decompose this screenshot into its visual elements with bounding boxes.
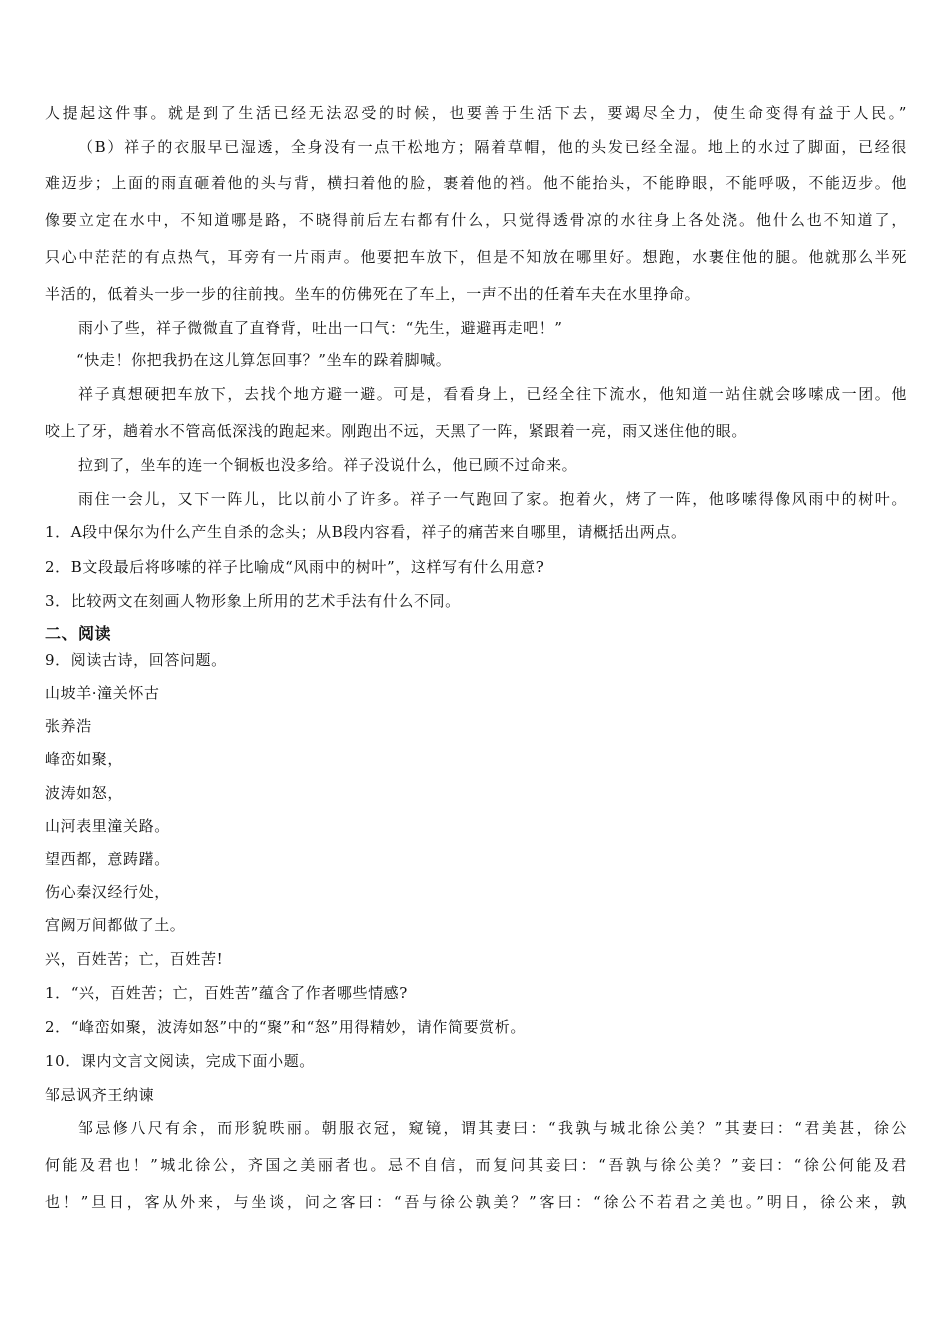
passage-b-line: 雨住一会儿，又下一阵儿，比以前小了许多。祥子一气跑回了家。抱着火，烤了一阵，他哆嗦得像风雨中的树叶。 <box>78 490 907 508</box>
passage-b-line: 半活的，低着头一步一步的往前拽。坐车的仿佛死在了车上，一声不出的任着车夫在水里挣命。 <box>45 285 701 303</box>
poem-line: 宫阙万间都做了土。 <box>45 916 186 934</box>
passage-b-line: 只心中茫茫的有点热气，耳旁有一片雨声。他要把车放下，但是不知放在哪里好。想跑，水裹住他的腿。他就那么半死 <box>45 248 907 266</box>
poem-line: 山河表里潼关路。 <box>45 817 170 835</box>
poem-line: 兴，百姓苦；亡，百姓苦! <box>45 950 224 968</box>
passage-b-line: 拉到了，坐车的连一个铜板也没多给。祥子没说什么，他已顾不过命来。 <box>78 456 578 474</box>
poem-line: 伤心秦汉经行处， <box>45 883 170 901</box>
poem-line: 峰峦如聚， <box>45 750 124 768</box>
classical-text-line: 邹忌修八尺有余，而形貌昳丽。朝服衣冠，窥镜，谓其妻曰：“我孰与城北徐公美？”其妻曰：“君美甚，徐公 <box>78 1119 907 1137</box>
passage-b-line: 咬上了牙，趟着水不管高低深浅的跑起来。刚跑出不远，天黑了一阵，紧跟着一亮，雨又迷住他的眼。 <box>45 422 748 440</box>
question-9-2: 2．“峰峦如聚，波涛如怒”中的“聚”和“怒”用得精妙，请作简要赏析。 <box>45 1018 526 1036</box>
question-8-2: 2．B文段最后将哆嗦的祥子比喻成“风雨中的树叶”，这样写有什么用意? <box>45 558 545 576</box>
question-9-prompt: 9．阅读古诗，回答问题。 <box>45 651 227 669</box>
section-heading: 二、阅读 <box>45 624 112 643</box>
question-10-prompt: 10．课内文言文阅读，完成下面小题。 <box>45 1052 315 1070</box>
passage-b-line: 难迈步；上面的雨直砸着他的头与背，横扫着他的脸，裹着他的裆。他不能抬头，不能睁眼，不能呼吸，不能迈步。他 <box>45 174 907 192</box>
question-9-1: 1．“兴，百姓苦；亡，百姓苦”蕴含了作者哪些情感? <box>45 984 408 1002</box>
passage-b-line: 雨小了些，祥子微微直了直脊背，吐出一口气：“先生，避避再走吧！” <box>78 319 563 337</box>
poem-title: 山坡羊·潼关怀古 <box>45 684 160 702</box>
poem-author: 张养浩 <box>45 717 92 735</box>
poem-line: 波涛如怒， <box>45 784 124 802</box>
passage-b-line: （B）祥子的衣服早已湿透，全身没有一点干松地方；隔着草帽，他的头发已经全湿。地上的水过了脚面，已经很 <box>78 138 907 156</box>
passage-b-line: 祥子真想硬把车放下，去找个地方避一避。可是，看看身上，已经全往下流水，他知道一站住就会哆嗦成一团。他 <box>78 385 907 403</box>
question-8-3: 3．比较两文在刻画人物形象上所用的艺术手法有什么不同。 <box>45 592 461 610</box>
passage-b-line: 像要立定在水中，不知道哪是路，不晓得前后左右都有什么，只觉得透骨凉的水往身上各处浇。他什么也不知道了， <box>45 211 907 229</box>
poem-line: 望西都，意踌躇。 <box>45 850 170 868</box>
classical-text-line: 何能及君也！”城北徐公，齐国之美丽者也。忌不自信，而复问其妾曰：“吾孰与徐公美？”妾曰：“徐公何能及君 <box>45 1156 907 1174</box>
classical-text-title: 邹忌讽齐王纳谏 <box>45 1086 155 1104</box>
question-8-1: 1．A段中保尔为什么产生自杀的念头；从B段内容看，祥子的痛苦来自哪里，请概括出两点。 <box>45 523 687 541</box>
classical-text-line: 也！”旦日，客从外来，与坐谈，问之客曰：“吾与徐公孰美？”客曰：“徐公不若君之美也。”明日，徐公来，孰 <box>45 1193 907 1211</box>
passage-b-line: “快走！你把我扔在这儿算怎回事？”坐车的跺着脚喊。 <box>76 351 452 369</box>
passage-a-line: 人提起这件事。就是到了生活已经无法忍受的时候，也要善于生活下去，要竭尽全力，使生命变得有益于人民。” <box>45 104 907 122</box>
